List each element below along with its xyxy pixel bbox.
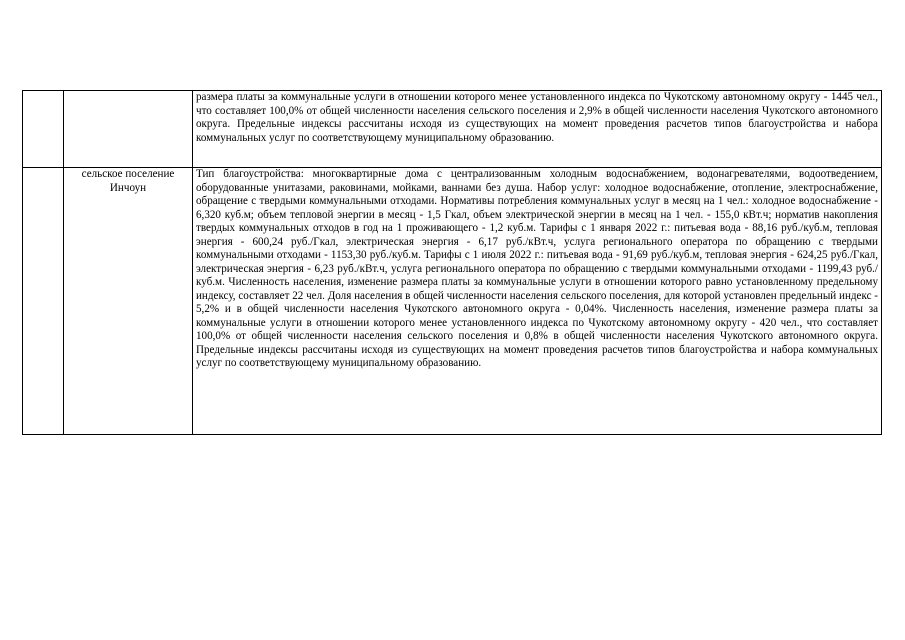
settlement-name-cell bbox=[64, 91, 193, 168]
description-cell: Тип благоустройства: многоквартирные дома с централизованным холодным водоснабжением, водонагревателями, водоотведением, оборудованные унитазами, раковинами, мойками, ваннами без душа. Набор услуг: холодное водоснабжение, отопление, электроснабжение, обращение с твердыми коммунальными отходами. Нормативы потребления коммунальных услуг в месяц на 1 чел.: холодное водоснабжение - 6,320 куб.м; объем тепловой энергии в месяц - 1,5 Гкал, объем электрической энергии в месяц на 1 чел. - 155,0 кВт.ч; норматив накопления твердых коммунальных отходов в год на 1 проживающего - 1,2 куб.м. Тарифы с 1 января 2022 г.: питьевая вода - 88,16 руб./куб.м, тепловая энергия - 600,24 руб./Гкал, электрическая энергия - 6,17 руб./кВт.ч, услуга регионального оператора по обращению с твердыми коммунальными отходами - 1153,30 руб./куб.м. Тарифы с 1 июля 2022 г.: питьевая вода - 91,69 руб./куб.м, тепловая энергия - 624,25 руб./Гкал, электрическая энергия - 6,23 руб./кВт.ч, услуга регионального оператора по обращению с твердыми коммунальными отходами - 1199,43 руб./куб.м. Численность населения, изменение размера платы за коммунальные услуги в отношении которого равно установленному предельному индексу, составляет 22 чел. Доля населения в общей численности населения сельского поселения, для которой установлен предельный индекс - 5,2% и в общей численности населения Чукотского автономного округа - 0,04%. Численность населения, изменение размера платы за коммунальные услуги в отношении которого менее установленного индекса по Чукотскому автономному округу - 420 чел., что составляет 100,0% от общей численности населения сельского поселения и 0,8% в общей численности населения Чукотского автономного округа. Предельные индексы рассчитаны исходя из существующих на момент проведения расчетов типов благоустройства и набора коммунальных услуг по соответствующему муниципальному образованию. bbox=[193, 168, 882, 435]
settlement-name-cell: сельское поселение Инчоун bbox=[64, 168, 193, 435]
row-number-cell bbox=[23, 91, 64, 168]
row-number-cell bbox=[23, 168, 64, 435]
description-cell: размера платы за коммунальные услуги в отношении которого менее установленного индекса по Чукотскому автономному округу - 1445 чел., что составляет 100,0% от общей численности населения сельского поселения и 2,9% в общей численности населения Чукотского автономного округа. Предельные индексы рассчитаны исходя из существующих на момент проведения расчетов типов благоустройства и набора коммунальных услуг по соответствующему муниципальному образованию. bbox=[193, 91, 882, 168]
table-row bbox=[23, 168, 882, 435]
table-row bbox=[23, 91, 882, 168]
document-table bbox=[22, 90, 882, 435]
